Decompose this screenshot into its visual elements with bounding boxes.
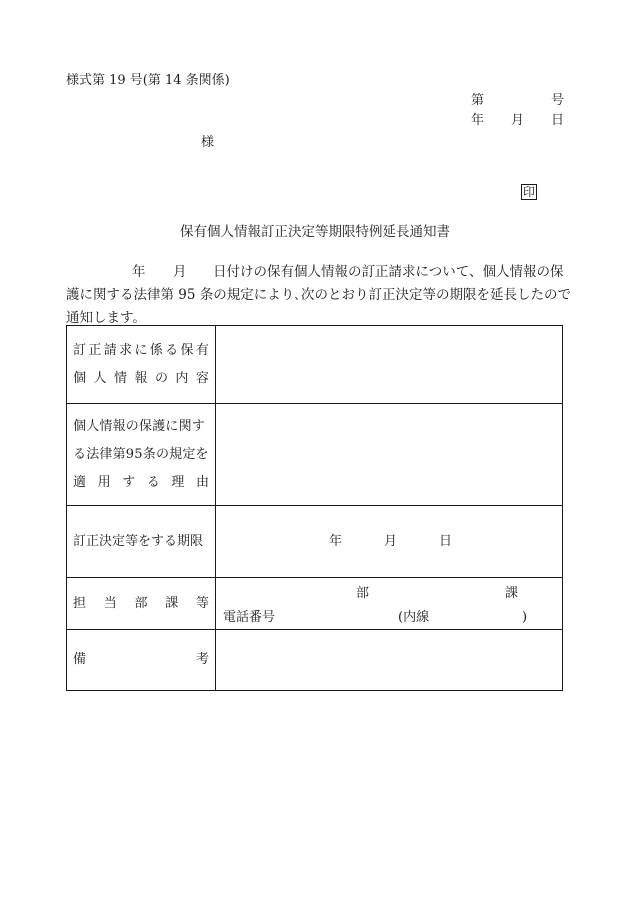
body-line-3: 通知します。 bbox=[66, 310, 146, 326]
label-department bbox=[67, 578, 216, 630]
label-line: 個人情報の保護に関す bbox=[73, 418, 206, 434]
deadline-month: 月 bbox=[384, 533, 398, 549]
document-title: 保有個人情報訂正決定等期限特例延長通知書 bbox=[180, 224, 450, 240]
notice-body bbox=[66, 261, 572, 330]
label-line bbox=[73, 646, 209, 674]
label-char: 容 bbox=[195, 370, 209, 386]
value-remarks[interactable] bbox=[216, 630, 563, 691]
label-remarks bbox=[67, 630, 216, 691]
department-bu: 部 bbox=[356, 585, 370, 601]
label-line bbox=[73, 365, 209, 393]
label-char: 保 bbox=[180, 342, 194, 358]
doc-number-prefix: 第 bbox=[471, 93, 485, 108]
body-month: 月 bbox=[173, 264, 187, 280]
label-correction-content bbox=[67, 326, 216, 404]
label-char: 求 bbox=[119, 342, 133, 358]
label-char: 内 bbox=[175, 370, 189, 386]
label-char: 個 bbox=[73, 370, 87, 386]
extension-close: ) bbox=[522, 609, 528, 625]
body-line-1 bbox=[66, 261, 566, 284]
label-char: 請 bbox=[103, 342, 117, 358]
label-char: 係 bbox=[149, 342, 163, 358]
label-char: 報 bbox=[134, 370, 148, 386]
label-char: 用 bbox=[97, 474, 111, 490]
row-remarks bbox=[67, 630, 563, 691]
label-char: る bbox=[165, 342, 179, 358]
label-char: 有 bbox=[195, 342, 209, 358]
label-char: の bbox=[154, 370, 168, 386]
deadline-day: 日 bbox=[439, 533, 453, 549]
value-department[interactable] bbox=[216, 578, 563, 630]
label-char: 情 bbox=[113, 370, 127, 386]
body-year: 年 bbox=[132, 264, 146, 280]
form-number: 様式第 19 号(第 14 条関係) bbox=[66, 73, 230, 88]
label-char: に bbox=[134, 342, 148, 358]
date-year: 年 bbox=[471, 113, 485, 128]
label-char: 正 bbox=[88, 342, 102, 358]
label-char: 課 bbox=[165, 595, 179, 611]
value-deadline[interactable] bbox=[216, 506, 563, 578]
label-char: 由 bbox=[195, 474, 209, 490]
label-application-reason bbox=[67, 404, 216, 506]
label-deadline bbox=[67, 506, 216, 578]
value-application-reason[interactable] bbox=[216, 404, 563, 506]
body-line-1-rest: 日付けの保有個人情報の訂正請求について、個人情報の保 bbox=[213, 264, 564, 280]
label-line bbox=[73, 590, 209, 618]
value-correction-content[interactable] bbox=[216, 326, 563, 404]
label-char: 当 bbox=[103, 595, 117, 611]
row-deadline bbox=[67, 506, 563, 578]
label-line: 訂正決定等をする期限 bbox=[73, 533, 204, 549]
extension-open: (内線 bbox=[398, 609, 430, 625]
label-line bbox=[73, 469, 209, 497]
label-char: 人 bbox=[93, 370, 107, 386]
row-department bbox=[67, 578, 563, 630]
label-char: 理 bbox=[171, 474, 185, 490]
date-day: 日 bbox=[551, 113, 565, 128]
date-month: 月 bbox=[511, 113, 525, 128]
label-char: 適 bbox=[73, 474, 87, 490]
body-line-2: 護に関する法律第 95 条の規定により､次のとおり訂正決定等の期限を延長したので bbox=[66, 287, 572, 303]
addressee-suffix: 様 bbox=[201, 135, 215, 150]
label-char: 担 bbox=[73, 595, 87, 611]
seal-mark: 印 bbox=[523, 185, 536, 199]
phone-label: 電話番号 bbox=[223, 609, 276, 625]
deadline-year: 年 bbox=[329, 533, 343, 549]
label-char: る bbox=[146, 474, 160, 490]
doc-number-suffix: 号 bbox=[551, 93, 565, 108]
label-char: 等 bbox=[195, 595, 209, 611]
label-line bbox=[73, 337, 209, 365]
label-char: 考 bbox=[195, 652, 209, 667]
label-line: る法律第95条の規定を bbox=[73, 446, 209, 462]
label-char: す bbox=[122, 474, 136, 490]
row-application-reason bbox=[67, 404, 563, 506]
extension-details-table bbox=[66, 325, 563, 691]
label-char: 訂 bbox=[73, 342, 87, 358]
row-correction-content bbox=[67, 326, 563, 404]
department-ka: 課 bbox=[505, 585, 519, 601]
label-char: 部 bbox=[134, 595, 148, 611]
label-char: 備 bbox=[73, 652, 87, 667]
